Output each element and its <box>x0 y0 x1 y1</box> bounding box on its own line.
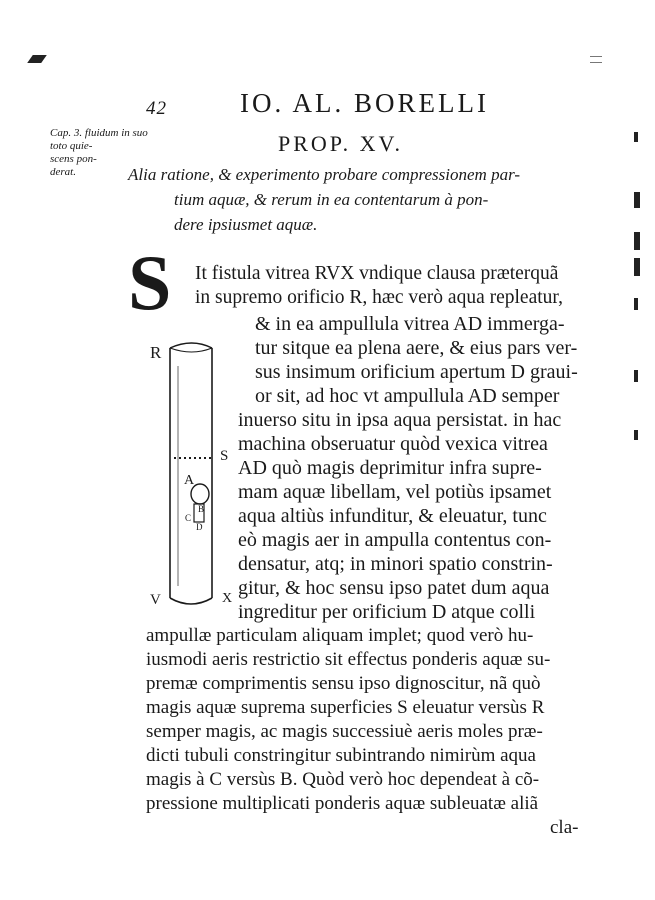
label-b: B <box>198 504 205 514</box>
label-d: D <box>196 522 203 532</box>
body-line: iusmodi aeris restrictio sit effectus ponderis aquæ su- <box>146 649 551 670</box>
body-line: ingreditur per orificium D atque colli <box>238 601 536 623</box>
scan-corner-mark <box>27 55 47 63</box>
body-line: in supremo orificio R, hæc verò aqua repleatur, <box>195 287 563 308</box>
label-v: V <box>150 592 161 608</box>
body-line: densatur, atq; in minori spatio constrin- <box>238 553 553 575</box>
proposition-heading <box>128 162 598 237</box>
body-line: tur sitque ea plena aere, & eius pars ver- <box>255 337 578 359</box>
body-line: pressione multiplicati ponderis aquæ subleuatæ aliã <box>146 793 539 814</box>
body-line: or sit, ad hoc vt ampullula AD semper <box>255 385 560 407</box>
body-line: magis à C versùs B. Quòd verò hoc dependeat à cõ- <box>146 769 540 790</box>
body-line: dicti tubuli constringitur subintrando nimirùm aqua <box>146 745 536 766</box>
marginal-note-line: scens pon- <box>50 153 97 165</box>
body-line: gitur, & hoc sensu ipso patet dum aqua <box>238 577 550 599</box>
marginal-note-line: toto quie- <box>50 140 93 152</box>
facing-page-edge <box>628 130 655 460</box>
body-line: magis aquæ suprema superficies S eleuatur versùs R <box>146 697 545 718</box>
running-head: IO. AL. BORELLI <box>240 88 489 118</box>
label-r: R <box>150 343 162 362</box>
label-s: S <box>220 448 229 464</box>
heading-line: tium aquæ, & rerum in ea contentarum à pon- <box>174 190 489 209</box>
edge-mark <box>634 132 638 142</box>
catchword: cla- <box>550 817 579 838</box>
tube-top-orifice <box>170 343 212 348</box>
body-line: AD quò magis deprimitur infra supre- <box>238 457 542 479</box>
label-x: X <box>222 591 233 606</box>
body-line: mam aquæ libellam, vel potiùs ipsamet <box>238 481 552 503</box>
marginal-note-line: derat. <box>50 166 76 178</box>
edge-mark <box>634 258 640 276</box>
edge-mark <box>634 430 638 440</box>
body-line: inuerso situ in ipsa aqua persistat. in hac <box>238 409 562 431</box>
heading-line: Alia ratione, & experimento probare compressionem par- <box>128 165 521 184</box>
marginal-note <box>50 127 148 179</box>
edge-mark <box>634 298 638 310</box>
edge-mark <box>634 192 640 208</box>
body-line: & in ea ampullula vitrea AD immerga- <box>255 313 565 335</box>
ampulla-bulb <box>191 484 209 504</box>
scan-speck <box>590 56 602 63</box>
body-line: aqua altiùs infunditur, & eleuatur, tunc <box>238 505 547 527</box>
page-number: 42 <box>146 98 167 119</box>
tube-bottom <box>170 598 212 604</box>
label-a: A <box>184 473 195 488</box>
body-line: It fistula vitrea RVX vndique clausa præterquã <box>195 263 559 284</box>
tube-figure <box>148 336 248 616</box>
body-line: machina obseruatur quòd vexica vitrea <box>238 433 548 455</box>
body-line: premæ comprimentis sensu ipso dignoscitur, nã quò <box>146 673 541 694</box>
edge-mark <box>634 370 638 382</box>
body-line: sus insimum orificium apertum D graui- <box>255 361 578 383</box>
proposition-title: PROP. XV. <box>278 131 404 156</box>
body-line: eò magis aer in ampulla contentus con- <box>238 529 552 551</box>
tube-top-orifice-rim <box>170 348 212 352</box>
body-line: semper magis, ac magis successiuè aeris moles præ- <box>146 721 543 742</box>
drop-cap: S <box>128 239 172 326</box>
edge-mark <box>634 232 640 250</box>
label-c: C <box>185 513 192 523</box>
body-line: ampullæ particulam aliquam implet; quod verò hu- <box>146 625 534 646</box>
marginal-note-line: Cap. 3. fluidum in suo <box>50 127 148 139</box>
heading-line: dere ipsiusmet aquæ. <box>174 215 318 234</box>
